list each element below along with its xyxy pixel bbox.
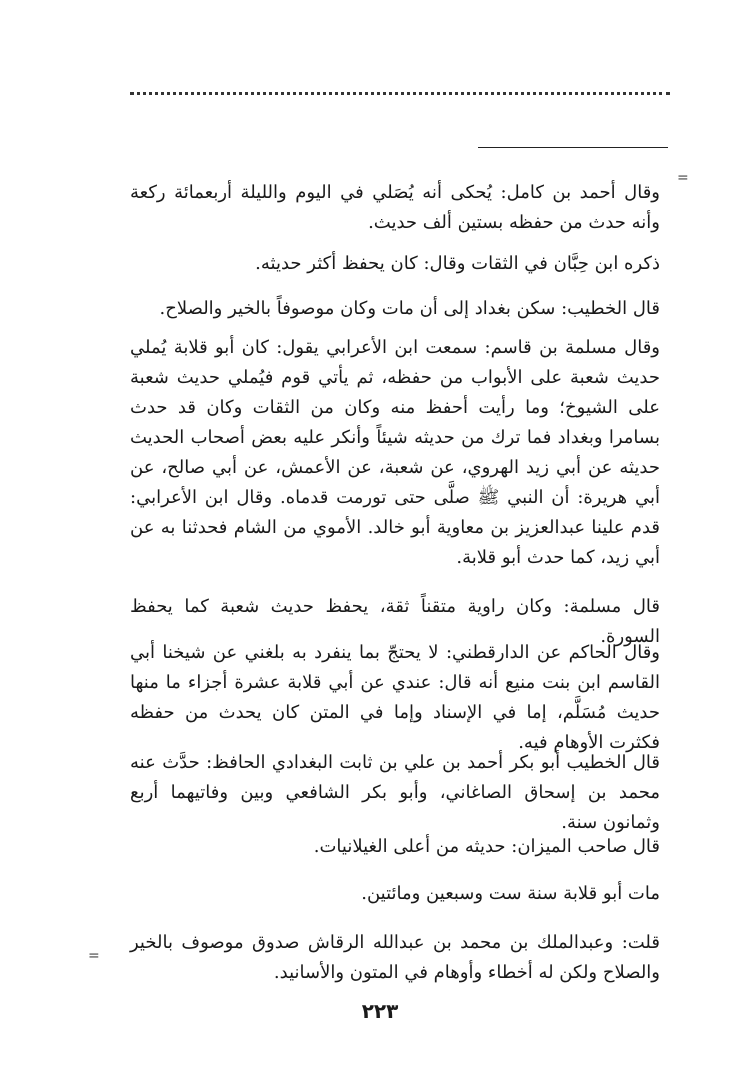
paragraph-sahib-al-mizan: قال صاحب الميزان: حديثه من أعلى الغيلانيات. [313, 836, 660, 857]
margin-mark-top: = [677, 170, 689, 186]
paragraph-al-hakim: وقال الحاكم عن الدارقطني: لا يحتجّ بما ينفرد به بلغني عن شيخنا أبي القاسم ابن بنت منيع أنه قال: عندي عن أبي قلابة عشرة أجزاء ما منها حديث مُسَلَّم، إما في الإسناد وإما في المتن كان يحدث من حفظه فكثرت الأوهام فيه. [130, 642, 660, 753]
paragraph-qultu: قلت: وعبدالملك بن محمد بن عبدالله الرقاش صدوق موصوف بالخير والصلاح ولكن له أخطاء وأوهام في المتون والأسانيد. [130, 932, 660, 983]
paragraph-maslama-ibn-qasim: وقال مسلمة بن قاسم: سمعت ابن الأعرابي يقول: كان أبو قلابة يُملي حديث شعبة على الأبواب من حفظه، ثم يأتي قوم فيُملي حديث شعبة على الشيوخ؛ وما رأيت أحفظ منه وكان من الثقات وكان قد حدث بسامرا وبغداد فما ترك من حديثه شيئاً وأنكر عليه بعض أصحاب الحديث حديثه عن أبي زيد الهروي، عن شعبة، عن الأعمش، عن أبي صالح، عن أبي هريرة: أن النبي ﷺ صلَّى حتى تورمت قدماه. وقال ابن الأعرابي: قدم علينا عبدالعزيز بن معاوية أبو خالد. الأموي من الشام فحدثنا به عن أبي زيد، كما حدث أبو قلابة. [130, 337, 660, 568]
paragraph-ahmad-ibn-kamil: وقال أحمد بن كامل: يُحكى أنه يُصَلي في اليوم والليلة أربعمائة ركعة وأنه حدث من حفظه بستين ألف حديث. [130, 182, 660, 233]
margin-mark-bottom: = [88, 948, 100, 964]
paragraph-al-khatib-abu-bakr: قال الخطيب أبو بكر أحمد بن علي بن ثابت البغدادي الحافظ: حدَّث عنه محمد بن إسحاق الصاغاني، وأبو بكر الشافعي وبين وفاتيهما أربع وثمانون سنة. [130, 752, 660, 833]
dotted-separator [130, 92, 670, 105]
footnote-rule [478, 147, 668, 148]
page-number: ٢٢٣ [361, 999, 399, 1023]
paragraph-ibn-hibban: ذكره ابن حِبَّان في الثقات وقال: كان يحفظ أكثر حديثه. [255, 253, 660, 274]
paragraph-maslama: قال مسلمة: وكان راوية متقناً ثقة، يحفظ حديث شعبة كما يحفظ السورة. [130, 596, 660, 647]
paragraph-al-khatib: قال الخطيب: سكن بغداد إلى أن مات وكان موصوفاً بالخير والصلاح. [159, 298, 660, 319]
paragraph-death-year: مات أبو قلابة سنة ست وسبعين ومائتين. [361, 883, 660, 904]
